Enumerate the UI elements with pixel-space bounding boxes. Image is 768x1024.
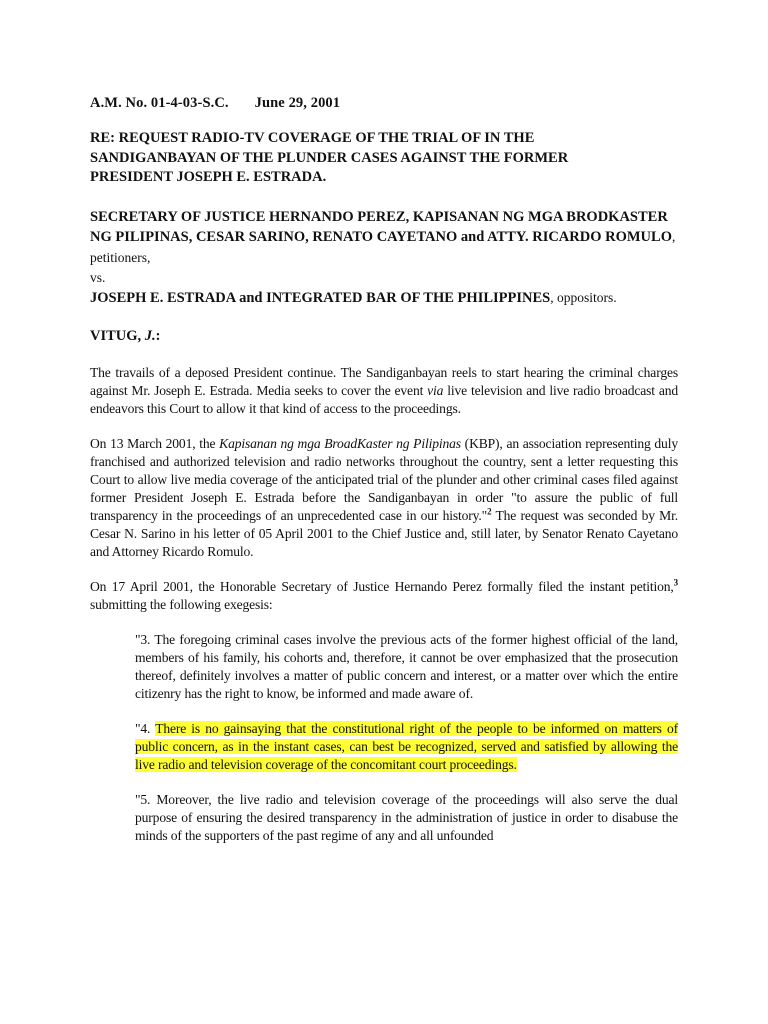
paragraph-italic: Kapisanan ng mga BroadKaster ng Pilipinas (219, 436, 461, 451)
highlighted-text: There is no gainsaying that the constitutional right of the people to be informed on matters of public concern, as in the instant cases, can best be recognized, served and satisfied by allowing the live radio and television coverage of the concomitant court proceedings. (135, 721, 678, 772)
ponente-colon: : (155, 328, 161, 344)
paragraph-text: (KBP), an association representing duly franchised and authorized television and radio networks throughout the country, sent a letter requesting this Court to allow live media coverage of the anticipated trial of the plunder and other criminal cases filed against former President Joseph E. Estrada before the Sandiganbayan in order "to assure the public of full transparency in the proceedings of an unprecedented case in our history." (90, 436, 678, 523)
footnote-ref[interactable]: 2 (487, 506, 492, 517)
oppositors (90, 288, 678, 309)
quote-item-4 (135, 720, 678, 774)
paragraph-1 (90, 364, 678, 418)
ponente (90, 326, 678, 346)
footnote-ref[interactable]: 3 (673, 577, 678, 588)
paragraph-text: On 13 March 2001, the (90, 436, 220, 451)
oppositors-role: , oppositors. (550, 289, 617, 305)
paragraph-text: The request was seconded by Mr. Cesar N. Sarino in his letter of 05 April 2001 to the Chief Justice and, still later, by Senator Renato Cayetano and Attorney Ricardo Romulo. (90, 508, 678, 559)
document-page (90, 93, 678, 862)
petitioners-role: , petitioners, (90, 229, 676, 265)
paragraph-text: submitting the following exegesis: (90, 597, 273, 612)
paragraph-italic: via (427, 383, 444, 398)
decision-date: June 29, 2001 (254, 95, 341, 111)
case-title-line: PRESIDENT JOSEPH E. ESTRADA. (90, 169, 327, 185)
paragraph-text: On 17 April 2001, the Honorable Secretary of Justice Hernando Perez formally filed the instant petition, (90, 579, 674, 594)
case-title-line: SANDIGANBAYAN OF THE PLUNDER CASES AGAINST THE FORMER (90, 149, 569, 166)
case-number: A.M. No. 01-4-03-S.C. (90, 95, 229, 111)
ponente-name: VITUG, (90, 328, 145, 344)
oppositors-names: JOSEPH E. ESTRADA and INTEGRATED BAR OF THE PHILIPPINES (90, 289, 551, 306)
paragraph-3 (90, 578, 678, 614)
quote-item-3: "3. The foregoing criminal cases involve the previous acts of the former highest official of the land, members of his family, his cohorts and, therefore, it cannot be over emphasized that the prosecution thereof, definitely involves a matter of public concern and interest, or a matter over which the entire citizenry has the right to know, be informed and made aware of. (135, 632, 678, 701)
parties-block (90, 208, 678, 309)
case-title-line: RE: REQUEST RADIO-TV COVERAGE OF THE TRIAL OF IN THE (90, 130, 535, 146)
quote-number: "4. (135, 721, 156, 736)
paragraph-text: The travails of a deposed President continue. The Sandiganbayan reels to start hearing the criminal charges against Mr. Joseph E. Estrada. Media seeks to cover the event (90, 365, 678, 398)
case-title (90, 129, 678, 188)
ponente-suffix: J. (144, 328, 156, 344)
paragraph-2 (90, 435, 678, 561)
case-header (90, 93, 678, 113)
petitioners (90, 208, 678, 269)
quote-item-5: "5. Moreover, the live radio and television coverage of the proceedings will also serve the dual purpose of ensuring the desired transparency in the administration of justice in order to disabuse the minds of the supporters of the past regime of any and all unfounded (135, 792, 678, 843)
petitioners-names: SECRETARY OF JUSTICE HERNANDO PEREZ, KAPISANAN NG MGA BRODKASTER NG PILIPINAS, CESAR SARINO, RENATO CAYETANO and ATTY. RICARDO ROMULO (90, 208, 672, 245)
paragraph-text: live television and live radio broadcast and endeavors this Court to allow it that kind of access to the proceedings. (90, 383, 679, 416)
versus: vs. (90, 270, 106, 285)
